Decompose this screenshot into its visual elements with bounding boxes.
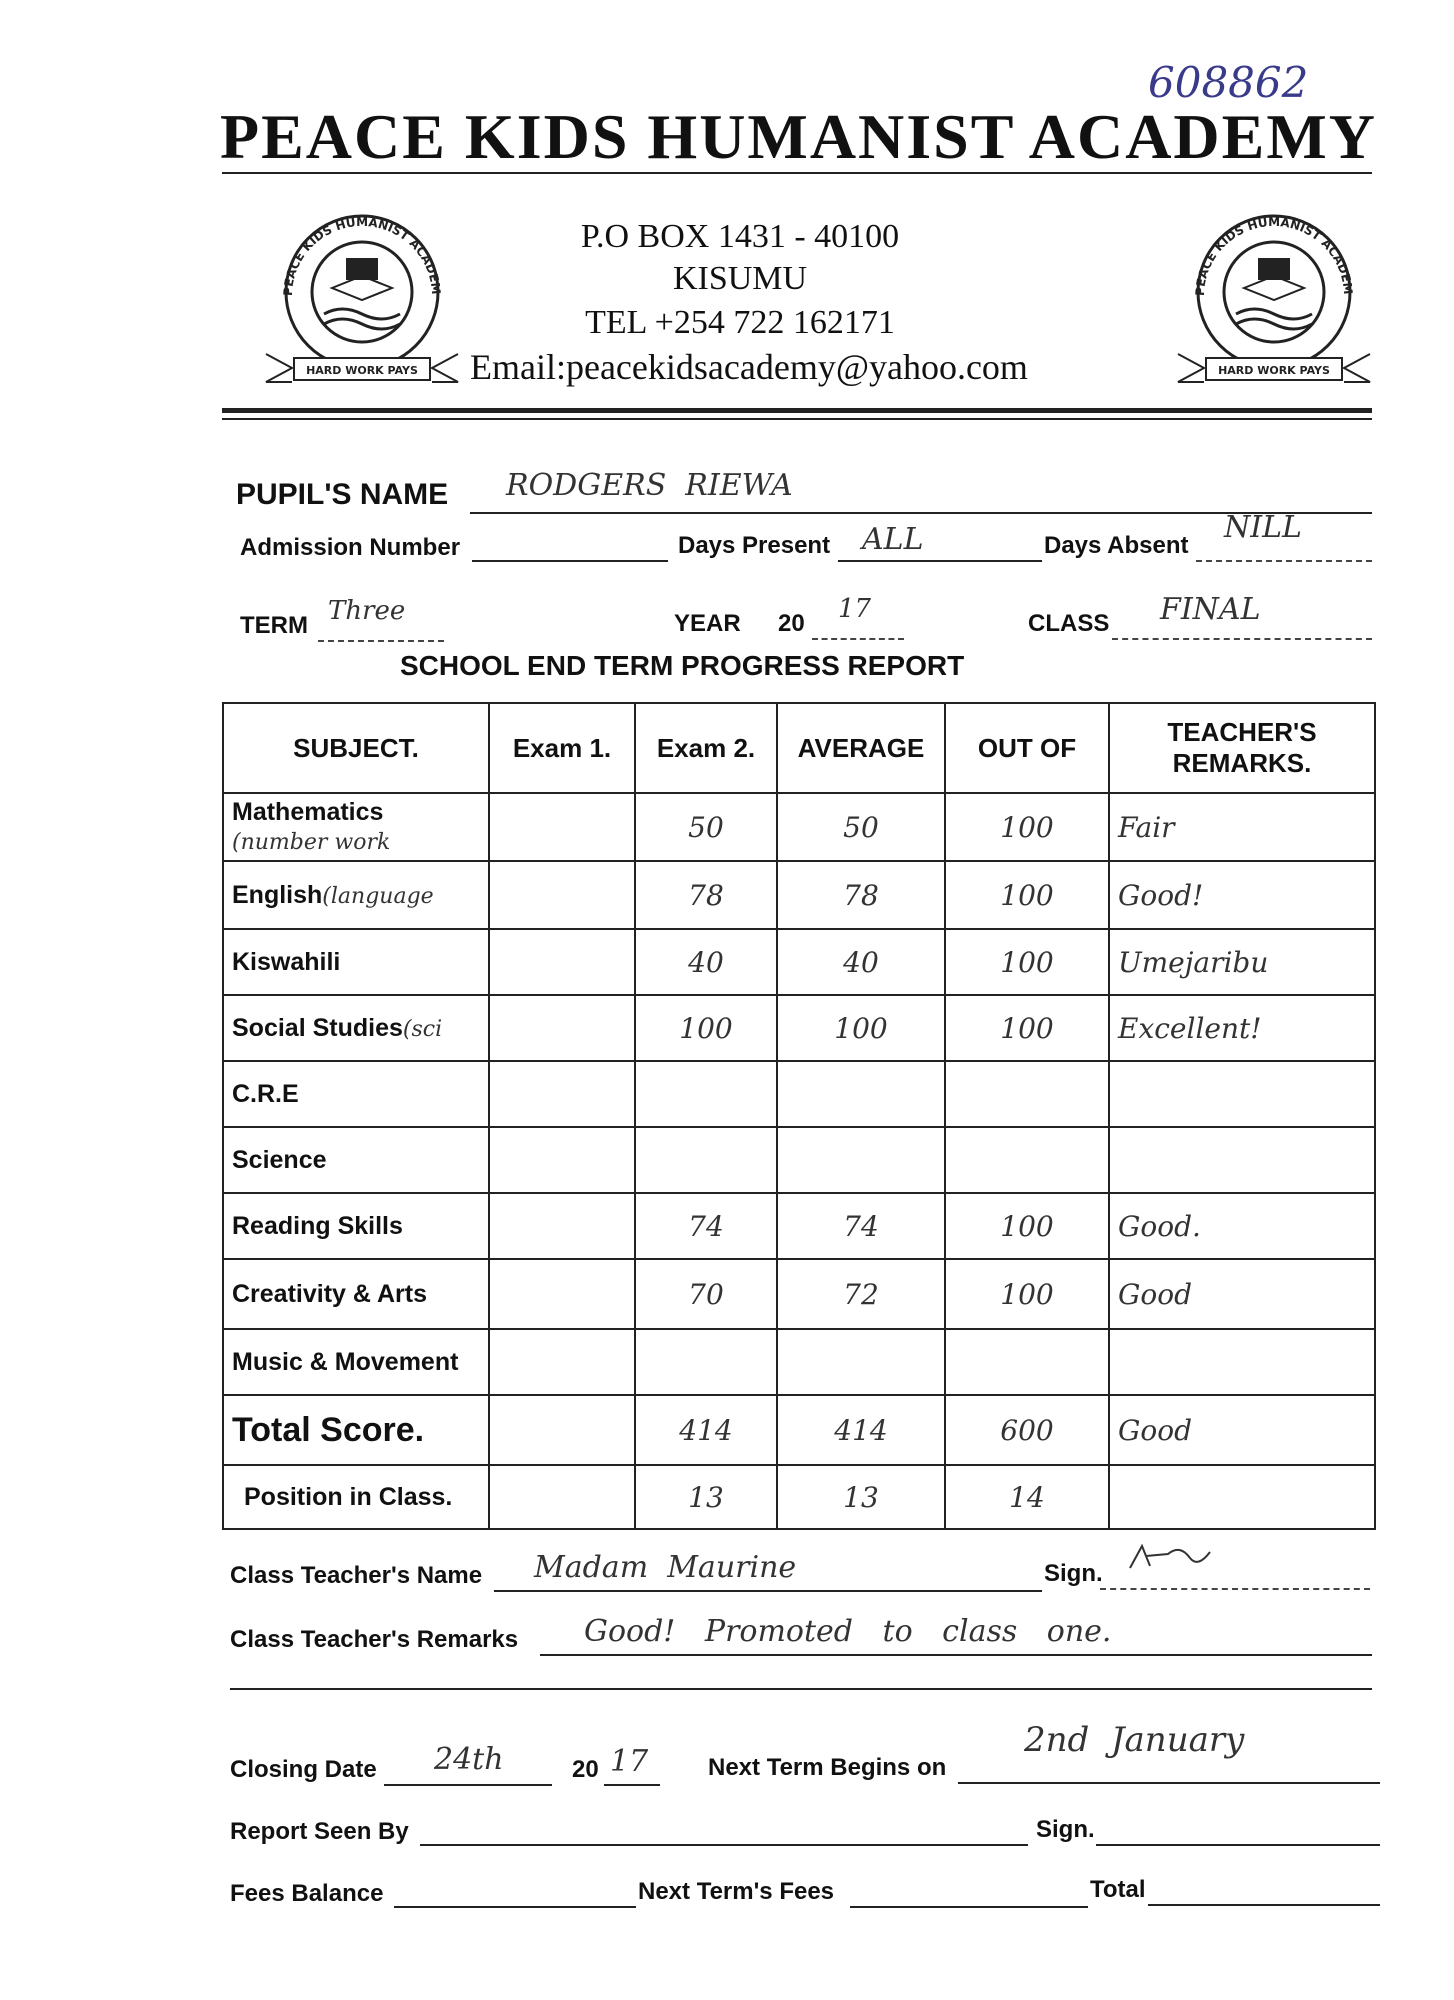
teacher-name-field [494, 1550, 1042, 1592]
days-absent-value: NILL [1224, 510, 1302, 545]
exam2-cell [635, 1329, 777, 1395]
exam2-cell: 414 [635, 1395, 777, 1465]
pupil-name-label: PUPIL'S NAME [236, 478, 449, 511]
subject-cell [223, 1329, 489, 1395]
closing-year-field [604, 1744, 660, 1786]
days-absent-field [1196, 510, 1372, 562]
svg-text:HARD WORK PAYS: HARD WORK PAYS [306, 364, 418, 377]
pupil-name-field [470, 468, 1372, 514]
svg-text:PEACE KIDS HUMANIST ACADEMY: PEACE KIDS HUMANIST ACADEM [1192, 214, 1356, 297]
parent-sign-field [1096, 1816, 1380, 1846]
year-field [812, 594, 904, 640]
days-present-value: ALL [862, 522, 924, 557]
remarks-cell: Good [1109, 1395, 1375, 1465]
average-cell: 13 [777, 1465, 945, 1529]
year-value: 17 [838, 594, 872, 624]
remarks-cell: Good! [1109, 861, 1375, 929]
fees-balance-field [394, 1878, 636, 1908]
subject-cell [223, 1259, 489, 1329]
admission-number-label: Admission Number [240, 534, 461, 561]
exam2-cell: 100 [635, 995, 777, 1061]
table-row [223, 861, 1375, 929]
header-rule-thick [222, 408, 1372, 413]
total-label: Total [1090, 1876, 1146, 1903]
exam1-cell [489, 1329, 635, 1395]
table-row [223, 1329, 1375, 1395]
subject-cell [223, 929, 489, 995]
closing-year-value: 17 [610, 1744, 649, 1779]
table-row [223, 1061, 1375, 1127]
subject-cell [223, 1395, 489, 1465]
table-row [223, 1127, 1375, 1193]
subject-cell [223, 1193, 489, 1259]
out-of-cell [945, 1127, 1109, 1193]
remarks-cell: Excellent! [1109, 995, 1375, 1061]
class-field [1112, 592, 1372, 640]
exam1-cell [489, 929, 635, 995]
subject-name: Creativity & Arts [232, 1279, 427, 1308]
grades-table-header [223, 703, 1375, 793]
remarks-extra-line [230, 1686, 1372, 1690]
table-row [223, 1259, 1375, 1329]
next-term-field [958, 1720, 1380, 1784]
report-seen-label: Report Seen By [230, 1818, 409, 1845]
header-rule-thin [222, 418, 1372, 420]
svg-text:HARD WORK PAYS: HARD WORK PAYS [1218, 364, 1330, 377]
col-exam1: Exam 1. [489, 703, 635, 793]
teacher-remarks-label: Class Teacher's Remarks [230, 1626, 519, 1653]
school-email: Email:peacekidsacademy@yahoo.com [470, 347, 1028, 387]
closing-year-prefix: 20 [572, 1756, 599, 1783]
out-of-cell [945, 1061, 1109, 1127]
remarks-cell: Good [1109, 1259, 1375, 1329]
out-of-cell: 100 [945, 793, 1109, 861]
average-cell: 40 [777, 929, 945, 995]
subject-cell [223, 995, 489, 1061]
out-of-cell: 14 [945, 1465, 1109, 1529]
fees-balance-label: Fees Balance [230, 1880, 384, 1907]
col-teacher-remarks: TEACHER'S REMARKS. [1109, 703, 1375, 793]
exam2-cell: 70 [635, 1259, 777, 1329]
subject-name: Total Score. [232, 1410, 425, 1449]
report-title: SCHOOL END TERM PROGRESS REPORT [400, 650, 965, 681]
exam2-cell: 40 [635, 929, 777, 995]
exam1-cell [489, 861, 635, 929]
subject-name: Mathematics [232, 798, 384, 826]
remarks-cell [1109, 1127, 1375, 1193]
next-fees-label: Next Term's Fees [638, 1878, 835, 1905]
term-value: Three [328, 596, 406, 626]
admission-number-field [472, 532, 668, 562]
total-field [1148, 1876, 1380, 1906]
out-of-cell: 100 [945, 929, 1109, 995]
out-of-cell: 600 [945, 1395, 1109, 1465]
remarks-cell: Good. [1109, 1193, 1375, 1259]
exam1-cell [489, 1259, 635, 1329]
out-of-cell: 100 [945, 995, 1109, 1061]
average-cell: 100 [777, 995, 945, 1061]
subject-name: Social Studies [232, 1013, 403, 1042]
subject-cell [223, 1127, 489, 1193]
teacher-name-label: Class Teacher's Name [230, 1562, 483, 1589]
exam1-cell [489, 1193, 635, 1259]
year-label: YEAR [674, 610, 741, 637]
days-present-field [838, 522, 1042, 562]
average-cell [777, 1061, 945, 1127]
subject-note: (sci [402, 1016, 443, 1042]
subject-name: Reading Skills [232, 1211, 403, 1240]
remarks-cell: Umejaribu [1109, 929, 1375, 995]
col-exam2: Exam 2. [635, 703, 777, 793]
average-cell [777, 1127, 945, 1193]
class-value: FINAL [1160, 592, 1261, 627]
subject-name: English [232, 880, 323, 909]
closing-date-field [384, 1742, 552, 1786]
average-cell: 50 [777, 793, 945, 861]
exam1-cell [489, 793, 635, 861]
out-of-cell: 100 [945, 1259, 1109, 1329]
days-present-label: Days Present [678, 532, 831, 559]
teacher-sign-field [1100, 1560, 1370, 1590]
table-row [223, 1395, 1375, 1465]
closing-date-value: 24th [434, 1742, 504, 1777]
school-tel: TEL +254 722 162171 [585, 304, 895, 341]
subject-note: (number work [232, 830, 391, 855]
class-label: CLASS [1028, 610, 1110, 637]
exam2-cell: 78 [635, 861, 777, 929]
next-fees-field [850, 1878, 1088, 1908]
exam2-cell: 13 [635, 1465, 777, 1529]
exam1-cell [489, 1061, 635, 1127]
exam1-cell [489, 995, 635, 1061]
average-cell: 78 [777, 861, 945, 929]
exam1-cell [489, 1127, 635, 1193]
subject-cell [223, 1061, 489, 1127]
exam2-cell [635, 1061, 777, 1127]
subject-cell [223, 1465, 489, 1529]
remarks-cell [1109, 1061, 1375, 1127]
teacher-remarks-field [540, 1614, 1372, 1656]
col-subject: SUBJECT. [223, 703, 489, 793]
school-logo-right [1174, 196, 1374, 396]
subject-cell [223, 861, 489, 929]
teacher-name-value: Madam Maurine [534, 1550, 797, 1585]
average-cell: 414 [777, 1395, 945, 1465]
out-of-cell: 100 [945, 861, 1109, 929]
next-term-label: Next Term Begins on [708, 1754, 947, 1781]
col-average: AVERAGE [777, 703, 945, 793]
grades-table [222, 702, 1376, 1530]
table-row [223, 1465, 1375, 1529]
average-cell: 72 [777, 1259, 945, 1329]
term-field [318, 596, 444, 642]
col-out-of: OUT OF [945, 703, 1109, 793]
table-row [223, 1193, 1375, 1259]
teacher-signature [1120, 1538, 1220, 1578]
subject-cell [223, 793, 489, 861]
subject-name: Music & Movement [232, 1347, 459, 1376]
teacher-sign-label: Sign. [1044, 1560, 1103, 1587]
parent-sign-label: Sign. [1036, 1816, 1095, 1843]
subject-name: C.R.E [232, 1079, 299, 1108]
subject-name: Position in Class. [244, 1482, 453, 1511]
school-name: PEACE KIDS HUMANIST ACADEMY [220, 101, 1377, 172]
term-label: TERM [240, 612, 308, 639]
subject-name: Kiswahili [232, 947, 341, 976]
out-of-cell: 100 [945, 1193, 1109, 1259]
teacher-remarks-value: Good! Promoted to class one. [584, 1614, 1112, 1649]
remarks-cell: Fair [1109, 793, 1375, 861]
pupil-name-value: RODGERS RIEWA [506, 468, 793, 503]
remarks-cell [1109, 1329, 1375, 1395]
exam2-cell: 74 [635, 1193, 777, 1259]
school-logo-left [262, 196, 462, 396]
average-cell [777, 1329, 945, 1395]
subject-note: (language [322, 883, 434, 909]
report-seen-field [420, 1816, 1028, 1846]
table-row [223, 793, 1375, 861]
serial-number: 608862 [1148, 58, 1309, 107]
closing-date-label: Closing Date [230, 1756, 377, 1783]
exam1-cell [489, 1395, 635, 1465]
exam1-cell [489, 1465, 635, 1529]
exam2-cell: 50 [635, 793, 777, 861]
title-underline [222, 172, 1372, 174]
out-of-cell [945, 1329, 1109, 1395]
average-cell: 74 [777, 1193, 945, 1259]
remarks-cell [1109, 1465, 1375, 1529]
subject-name: Science [232, 1145, 327, 1174]
table-row [223, 995, 1375, 1061]
year-prefix: 20 [778, 610, 805, 637]
svg-text:PEACE KIDS HUMANIST ACADEMY: PEACE KIDS HUMANIST ACADEM [280, 214, 444, 297]
school-address: P.O BOX 1431 - 40100 [580, 218, 900, 255]
days-absent-label: Days Absent [1044, 532, 1189, 559]
school-town: KISUMU [672, 260, 808, 297]
table-row [223, 929, 1375, 995]
next-term-value: 2nd January [1024, 1720, 1245, 1760]
exam2-cell [635, 1127, 777, 1193]
